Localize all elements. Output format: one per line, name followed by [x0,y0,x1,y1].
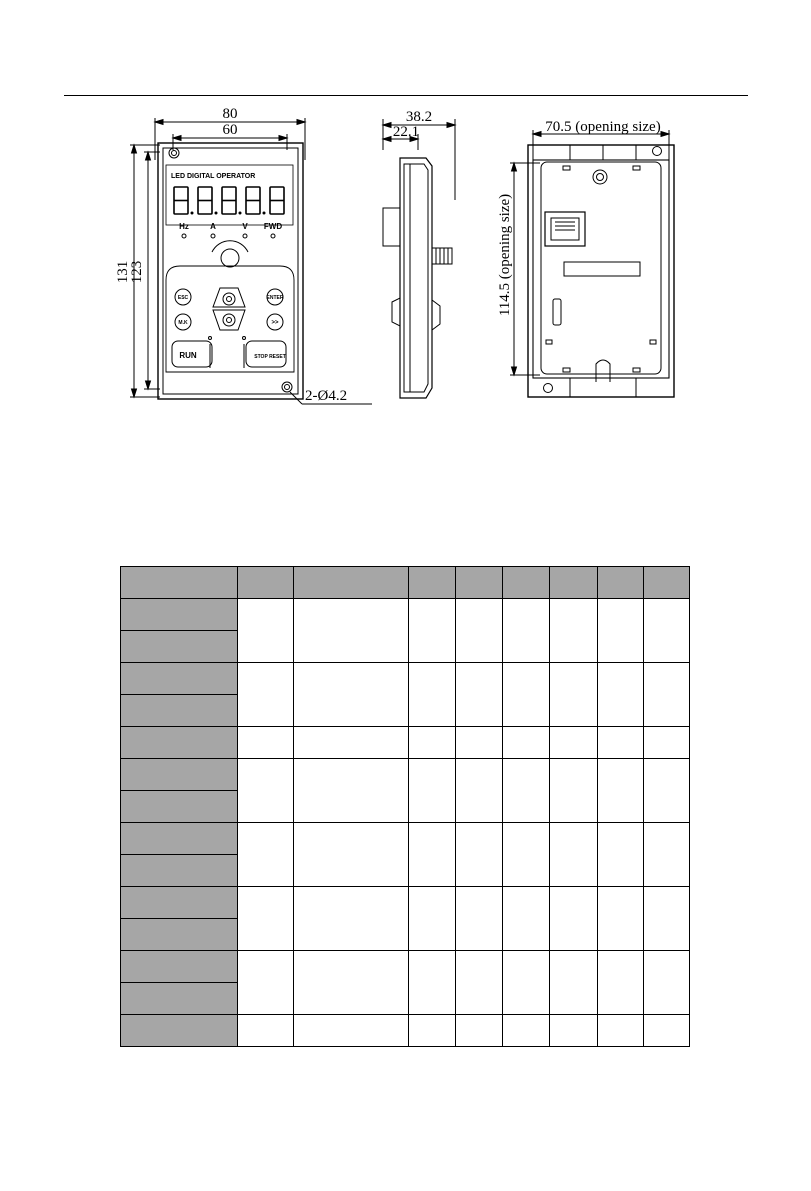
table-cell [294,1015,409,1047]
model-cell [121,983,238,1015]
table-cell [598,823,644,887]
table-row [121,759,690,791]
model-cell [121,759,238,791]
table-cell [550,951,598,1015]
table-cell [644,663,690,727]
table-cell [409,599,456,663]
dim-side-inner: 22.1 [392,124,420,140]
table-header-cell [409,567,456,599]
table-cell [598,727,644,759]
table-cell [238,1015,294,1047]
table-cell [294,951,409,1015]
model-cell [121,663,238,695]
spec-table [120,566,690,1047]
table-cell [409,727,456,759]
model-cell [121,727,238,759]
table-cell [503,727,550,759]
table-cell [503,887,550,951]
dim-opening-width: 70.5 (opening size) [545,119,661,135]
table-row [121,727,690,759]
dim-width-inner: 60 [222,122,238,138]
model-cell [121,951,238,983]
table-cell [644,759,690,823]
table-cell [550,727,598,759]
dim-side-outer: 38.2 [405,109,433,125]
esc-key-label: ESC [177,295,189,301]
table-cell [294,823,409,887]
table-cell [598,663,644,727]
table-cell [238,599,294,663]
table-cell [456,663,503,727]
table-header-cell [121,567,238,599]
table-cell [238,759,294,823]
table-cell [598,1015,644,1047]
dim-width-outer: 80 [222,106,238,122]
dim-height-inner: 123 [129,260,145,284]
table-cell [456,951,503,1015]
table-cell [644,1015,690,1047]
indicator-fwd: FWD [263,222,283,231]
panel-title: LED DIGITAL OPERATOR [171,173,256,180]
model-cell [121,919,238,951]
table-cell [409,663,456,727]
table-row [121,823,690,855]
table-cell [456,887,503,951]
table-cell [294,599,409,663]
model-cell [121,855,238,887]
table-cell [409,1015,456,1047]
model-cell [121,887,238,919]
table-cell [238,887,294,951]
table-cell [456,1015,503,1047]
table-cell [409,823,456,887]
table-row [121,951,690,983]
table-row [121,1015,690,1047]
table-cell [550,823,598,887]
table-cell [456,599,503,663]
table-cell [294,759,409,823]
table-header-cell [598,567,644,599]
model-cell [121,1015,238,1047]
table-cell [409,951,456,1015]
table-cell [238,951,294,1015]
table-cell [644,727,690,759]
table-cell [550,599,598,663]
table-cell [294,663,409,727]
stop-key-label: STOP RESET [254,354,286,360]
dim-hole-spec: 2-Ø4.2 [305,388,348,404]
table-cell [598,759,644,823]
table-cell [456,823,503,887]
table-cell [644,823,690,887]
table-cell [644,951,690,1015]
table-header-row [121,567,690,599]
table-cell [503,823,550,887]
model-cell [121,823,238,855]
model-cell [121,599,238,631]
table-cell [456,727,503,759]
table-cell [644,887,690,951]
table-cell [238,663,294,727]
model-cell [121,695,238,727]
table-cell [503,759,550,823]
table-cell [598,599,644,663]
table-cell [294,727,409,759]
indicator-v: V [242,222,248,231]
dim-height-outer: 131 [115,260,131,284]
run-key-label: RUN [179,351,197,360]
table-cell [550,887,598,951]
table-header-cell [503,567,550,599]
table-cell [238,823,294,887]
table-cell [550,663,598,727]
table-cell [238,727,294,759]
table-cell [503,951,550,1015]
table-header-cell [550,567,598,599]
table-cell [294,887,409,951]
table-cell [598,887,644,951]
indicator-hz: Hz [179,222,189,231]
table-cell [409,759,456,823]
shift-key-label: >> [271,320,279,326]
table-cell [503,663,550,727]
table-cell [644,599,690,663]
table-cell [503,1015,550,1047]
model-cell [121,631,238,663]
table-row [121,663,690,695]
table-cell [550,1015,598,1047]
mk-key-label: M.K [178,320,188,326]
dim-opening-height: 114.5 (opening size) [497,193,513,317]
table-cell [409,887,456,951]
table-cell [456,759,503,823]
table-header-cell [294,567,409,599]
table-header-cell [644,567,690,599]
enter-key-label: ENTER [266,295,284,301]
model-cell [121,791,238,823]
table-header-cell [238,567,294,599]
table-row [121,599,690,631]
table-cell [550,759,598,823]
table-cell [503,599,550,663]
table-cell [598,951,644,1015]
table-header-cell [456,567,503,599]
table-row [121,887,690,919]
indicator-a: A [210,222,216,231]
